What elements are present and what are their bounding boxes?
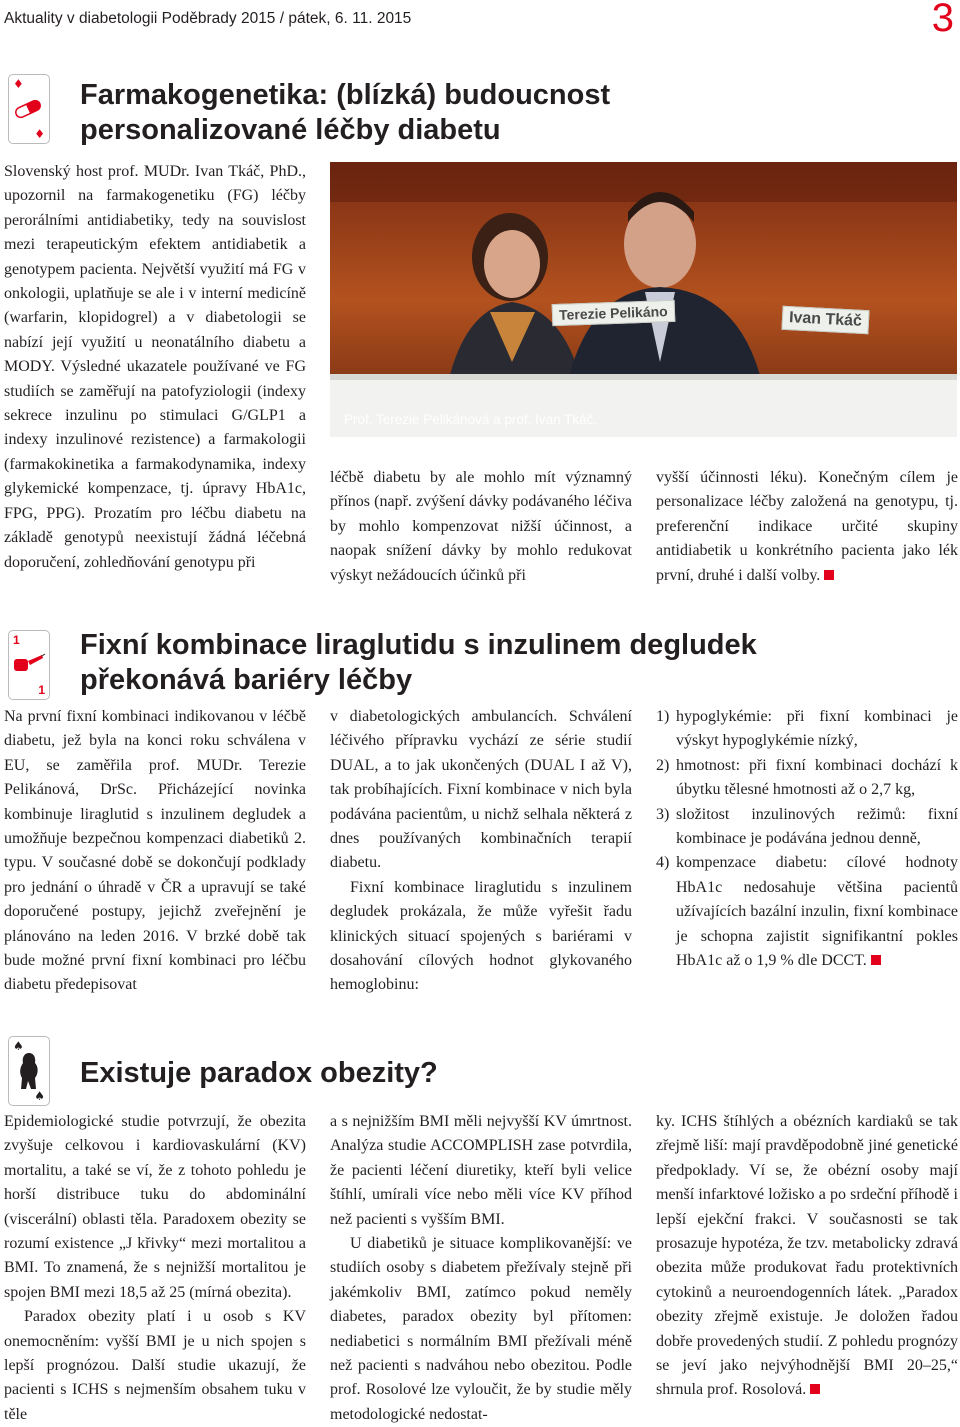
article3-column-3: ky. ICHS štíhlých a obézních kardiaků se tak zřejmě liší: mají pravděpodobně jiné genetické předpoklady. Ví se, že obézní osoby mají menší infarktové ložisko a po srdeční příhodě i lepší ejekční frakci. V současnosti se tak prosazuje hypotéza, že tzv. metabolicky zdravá obezita může produkovat řadu protektivních cytokinů a neuroendogenních látek. „Paradox obezity zřejmě existuje. Je doložen řadou dobře provedených studií. Z pohledu prognózy se jeví jako nejvýhodnější BMI 20–25,“ shrnula prof. Rosolová. xyxy=(656,1113,958,1399)
article2-title: Fixní kombinace liraglutidu s inzulinem degludek překonává bariéry léčby xyxy=(80,629,757,696)
figure-silhouette-icon xyxy=(16,1051,42,1091)
end-mark xyxy=(810,1384,820,1394)
barrier-list xyxy=(656,705,958,973)
article1-column-1: Slovenský host prof. MUDr. Ivan Tkáč, PhD., upozornil na farmakogenetiku (FG) léčby perorálními antidiabetiky, tedy na souvislost mezi terapeutickým efektem antidiabetik a genotypem pacienta. Největší využití má FG v onkologii, uplatňuje se ale i v interní medicíně (warfarin, klopidogrel) a v diabetologii se nabízí její využití u neonatálního diabetu a MODY. Výsledné ukazatele používané ve FG studiích se zaměřují na patofyziologii (indexy sekrece inzulinu po stimulaci G/GLP1 a indexy inzulinové rezistence) a farmakologii (farmakokinetika a farmakodynamika, indexy glykemické kompenzace, tj. úpravy HbA1c, FPG, PPG). Prozatím pro léčbu diabetu na základě genotypů neexistují žádná léčebná doporučení, zohledňování genotypu při xyxy=(4,163,306,571)
article2-card-icon: 1 1 xyxy=(8,630,50,700)
article1-card-icon: ♦ ♦ xyxy=(8,74,50,144)
photo-caption: Prof. Terezie Pelikánová a prof. Ivan Tkáč. xyxy=(344,412,598,427)
article3-card-icon: ♠ ♠ xyxy=(8,1036,50,1106)
name-sign-left: Terezie Pelikáno xyxy=(552,300,675,326)
article3-title: Existuje paradox obezity? xyxy=(80,1057,438,1089)
article1-column-2: léčbě diabetu by ale mohlo mít významný přínos (např. zvýšení dávky podávaného léčiva by mohlo kompenzovat nižší účinnost, a naopak snížení dávky by mohlo redukovat výskyt nežádoucích účinků při xyxy=(330,469,632,584)
article2-column-3 xyxy=(656,705,958,973)
list-item: 4) kompenzace diabetu: cílové hodnoty HbA1c nedosahuje většina pacientů užívajících bazální inzulin, fixní kombinace je schopna zajistit signifikantní pokles HbA1c až o 1,9 % dle DCCT. xyxy=(656,854,958,970)
article2-column-2: v diabetologických ambulancích. Schválení léčivého přípravku vychází ze série studií DUAL, a to jak ukončených (DUAL I až V), tak probíhajících. Fixní kombinace v nich byla podávána pacientům, u nichž selhala některá z dnes používaných kombinačních terapií diabetu. Fixní kombinace liraglutidu s inzulinem degludek prokázala, že může vyřešit řadu klinických situací spojených s bariérami v dosahování cílových hodnot glykovaného hemoglobinu: xyxy=(330,708,632,994)
article3-column-1: Epidemiologické studie potvrzují, že obezita zvyšuje celkovou i kardiovaskulární (KV) mortalitu, a také se ví, že z tohoto pohledu je horší distribuce tuku do abdominální (viscerální) oblasti těla. Paradoxem obezity se rozumí existence „J křivky“ mezi mortalitou a BMI. To znamená, že s nejnižší mortalitou je spojen BMI mezi 18,5 až 25 (mírná obezita). Paradox obezity platí i u osob s KV onemocněním: vyšší BMI je u nich spojen s lepší prognózou. Další studie ukazují, že pacienti s ICHS s nejmenším obsahem tuku v těle xyxy=(4,1113,306,1423)
list-item: 3) složitost inzulinových režimů: fixní kombinace je podávána jednou denně, xyxy=(656,805,958,848)
list-item: 1) hypoglykémie: při fixní kombinaci je výskyt hypoglykémie nízký, xyxy=(656,708,958,750)
article1-photo xyxy=(330,162,957,437)
end-mark xyxy=(824,570,834,580)
running-header: Aktuality v diabetologii Poděbrady 2015 / pátek, 6. 11. 2015 xyxy=(4,10,412,27)
end-mark xyxy=(871,955,881,965)
pill-icon xyxy=(13,99,43,119)
injection-pen-icon xyxy=(12,651,46,677)
speakers-photo xyxy=(330,162,957,437)
article1-column-3: vyšší účinnosti léku). Konečným cílem je personalizace léčby založená na genotypu, tj. preferenční indikace určité skupiny antidiabetik u konkrétního pacienta jako lék první, druhé i další volby. xyxy=(656,469,958,584)
name-sign-right: Ivan Tkáč xyxy=(781,306,869,335)
article1-title: Farmakogenetika: (blízká) budoucnost personalizované léčby diabetu xyxy=(80,79,611,146)
article2-column-1: Na první fixní kombinaci indikovanou v léčbě diabetu, jež byla na konci roku schválena v EU, se zaměřila prof. MUDr. Terezie Pelikánová, DrSc. Přicházející novinka kombinuje liraglutid s inzulinem degludek a umožňuje bezpečnou kompenzaci diabetiků 2. typu. V současné době se dokončují podklady pro jednání o úhradě v ČR a upravují se také doporučené postupy, jejichž zveřejnění je plánováno na leden 2016. V brzké době tak bude možné první fixní kombinaci pro léčbu diabetu předepisovat xyxy=(4,708,306,994)
article3-column-2: a s nejnižším BMI měli nejvyšší KV úmrtnost. Analýza studie ACCOMPLISH zase potvrdila, že pacienti léčení diuretiky, kteří byli velice štíhlí, umírali více nebo měli více KV příhod než pacienti s vyšším BMI. U diabetiků je situace komplikovanější: ve studiích osoby s diabetem přežívaly stejně při jakémkoliv BMI, zatímco pokud neměly diabetes, paradox obezity byl přítomen: nediabetici s normálním BMI přežívali méně než pacienti s nadváhou nebo obezitou. Podle prof. Rosolové lze vyloučit, že by studie měly metodologické nedostat- xyxy=(330,1113,632,1423)
page-number: 3 xyxy=(931,0,954,40)
list-item: 2) hmotnost: při fixní kombinaci dochází k úbytku tělesné hmotnosti až o 2,7 kg, xyxy=(656,756,958,799)
